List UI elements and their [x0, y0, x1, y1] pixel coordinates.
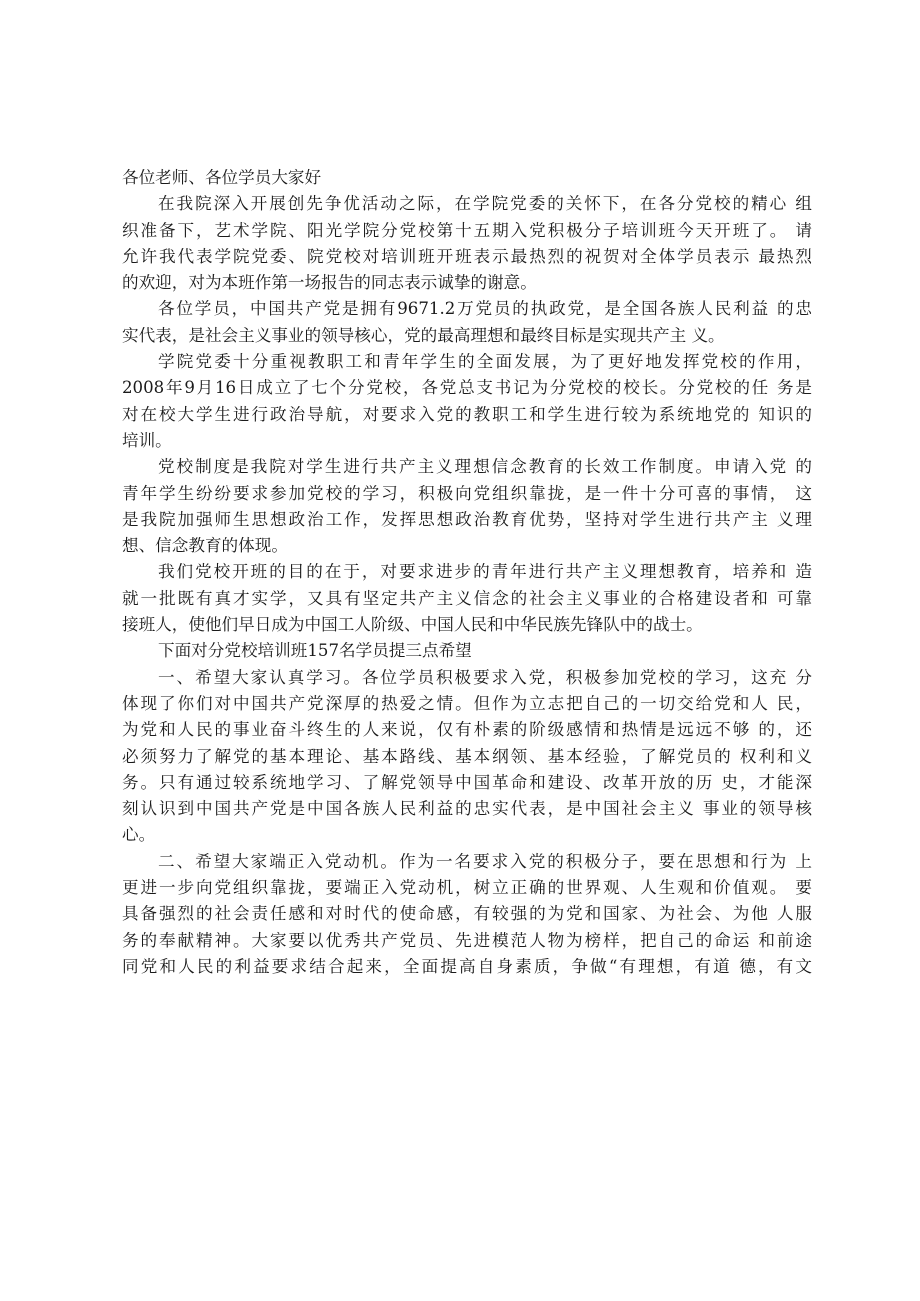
document-body	[122, 165, 812, 980]
text-line: 具备强烈的社会责任感和对时代的使命感，有较强的为党和国家、为社会、为他 人服	[122, 904, 812, 924]
text-line: 党校制度是我院对学生进行共产主义理想信念教育的长效工作制度。申请入党 的	[158, 457, 812, 477]
text-line: 我们党校开班的目的在于，对要求进步的青年进行共产主义理想教育，培养和 造	[158, 562, 812, 582]
text-line: 接班人，使他们早日成为中国工人阶级、中国人民和中华民族先锋队中的战士。	[122, 615, 703, 635]
text-line: 二、希望大家端正入党动机。作为一名要求入党的积极分子，要在思想和行为 上	[158, 851, 812, 871]
text-line: 各位学员，中国共产党是拥有9671.2万党员的执政党，是全国各族人民利益 的忠	[158, 299, 812, 319]
text-line: 对在校大学生进行政治导航，对要求入党的教职工和学生进行较为系统地党的 知识的	[122, 404, 812, 424]
text-line: 允许我代表学院党委、院党校对培训班开班表示最热烈的祝贺对全体学员表示 最热烈	[122, 246, 812, 266]
text-line: 青年学生纷纷要求参加党校的学习，积极向党组织靠拢，是一件十分可喜的事情， 这	[122, 483, 812, 503]
text-line: 是我院加强师生思想政治工作，发挥思想政治教育优势，坚持对学生进行共产主 义理	[122, 509, 812, 529]
text-line: 必须努力了解党的基本理论、基本路线、基本纲领、基本经验，了解党员的 权利和义	[122, 746, 812, 766]
text-line: 为党和人民的事业奋斗终生的人来说，仅有朴素的阶级感情和热情是远远不够 的，还	[122, 720, 812, 740]
text-line: 各位老师、各位学员大家好	[122, 168, 322, 187]
text-line: 务。只有通过较系统地学习、了解党领导中国革命和建设、改革开放的历 史，才能深	[122, 772, 812, 792]
text-line: 想、信念教育的体现。	[122, 536, 288, 556]
text-line: 更进一步向党组织靠拢，要端正入党动机，树立正确的世界观、人生观和价值观。 要	[122, 878, 812, 898]
text-line: 体现了你们对中国共产党深厚的热爱之情。但作为立志把自己的一切交给党和人 民，	[122, 693, 812, 713]
text-line: 就一批既有真才实学，又具有坚定共产主义信念的社会主义事业的合格建设者和 可靠	[122, 588, 812, 608]
text-line: 在我院深入开展创先争优活动之际，在学院党委的关怀下，在各分党校的精心 组	[158, 194, 812, 214]
text-line: 刻认识到中国共产党是中国各族人民利益的忠实代表，是中国社会主义 事业的领导核	[122, 799, 812, 819]
text-line: 学院党委十分重视教职工和青年学生的全面发展，为了更好地发挥党校的作用，	[158, 352, 812, 372]
text-line: 培训。	[122, 430, 172, 450]
text-line: 的欢迎，对为本班作第一场报告的同志表示诚挚的谢意。	[122, 273, 537, 293]
text-line: 心。	[122, 825, 156, 845]
text-line: 织准备下，艺术学院、阳光学院分党校第十五期入党积极分子培训班今天开班了。 请	[122, 220, 812, 240]
text-line: 同党和人民的利益要求结合起来，全面提高自身素质，争做“有理想，有道 德，有文	[122, 956, 812, 976]
text-line: 一、希望大家认真学习。各位学员积极要求入党，积极参加党校的学习，这充 分	[158, 667, 812, 687]
text-line: 实代表，是社会主义事业的领导核心，党的最高理想和最终目标是实现共产主 义。	[122, 325, 725, 345]
text-line: 下面对分党校培训班157名学员提三点希望	[158, 641, 472, 661]
text-line: 务的奉献精神。大家要以优秀共产党员、先进模范人物为榜样，把自己的命运 和前途	[122, 930, 812, 950]
text-line: 2008年9月16日成立了七个分党校，各党总支书记为分党校的校长。分党校的任 务是	[122, 378, 812, 398]
